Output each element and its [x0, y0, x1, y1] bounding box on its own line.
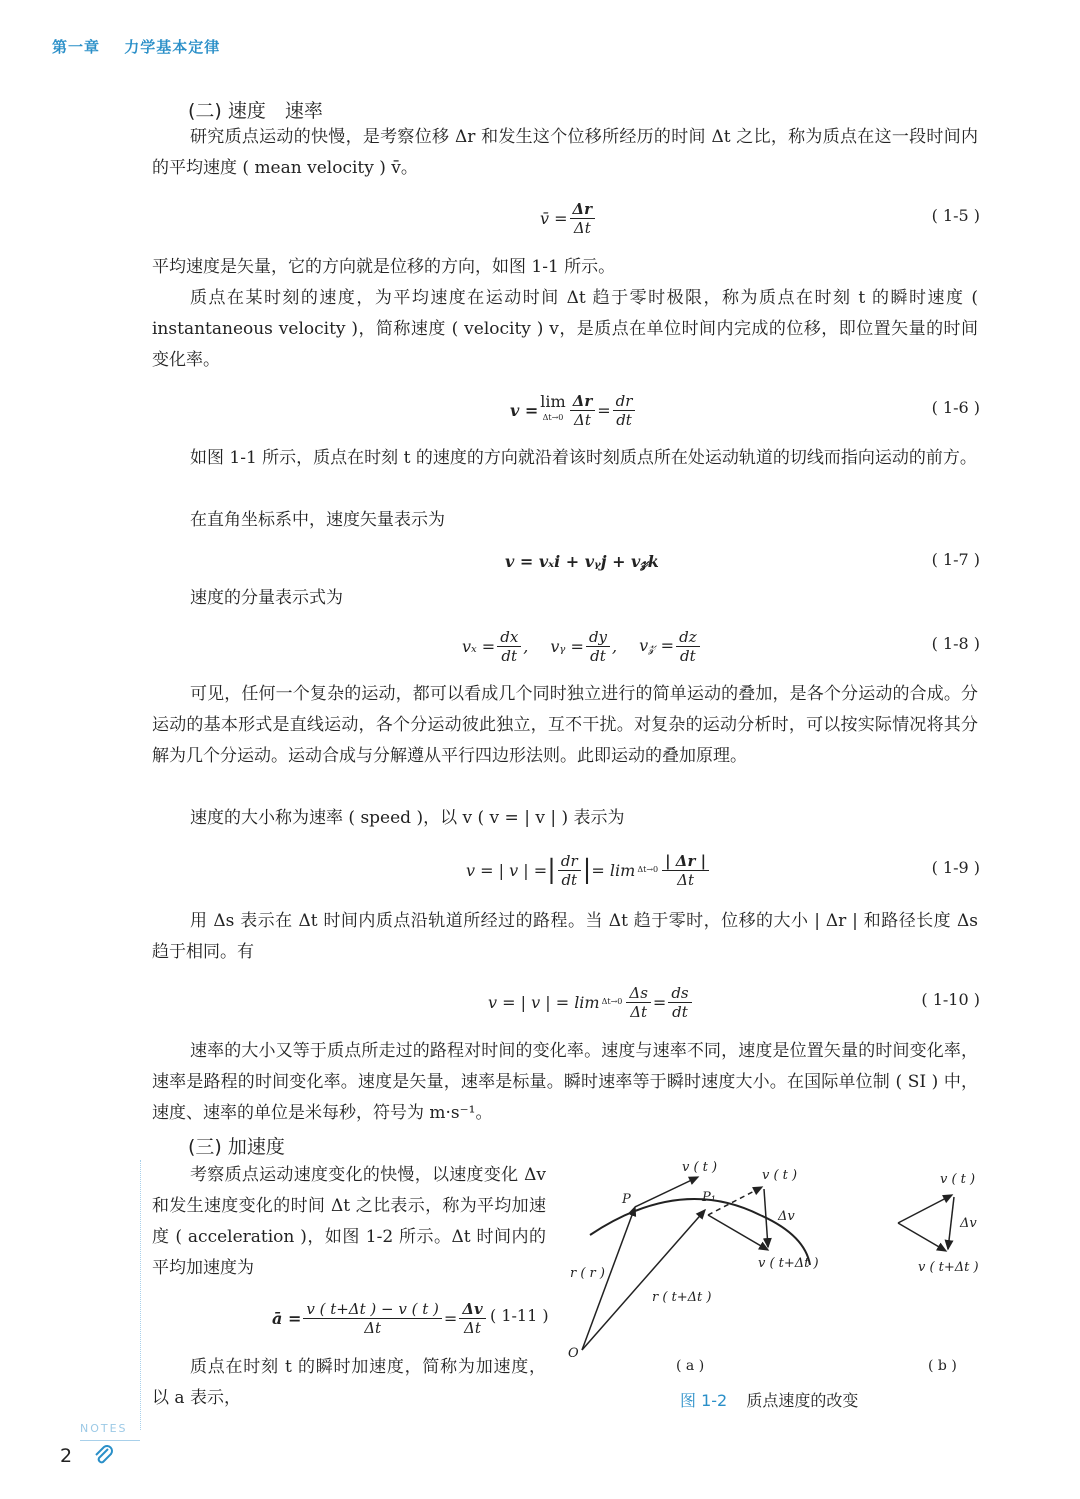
eq-part: vᵧ =	[550, 636, 584, 656]
paragraph: 速率的大小又等于质点所走过的路程对时间的变化率。速度与速率不同，速度是位置矢量的时间变化率，速率是路程的时间变化率。速度是矢量，速率是标量。瞬时速率等于瞬时速度大小。在国际单位制 ( SI ) 中，速度、速率的单位是米每秒，符号为 m·s⁻¹。	[152, 1041, 978, 1123]
label-vt1: v ( t )	[682, 1160, 718, 1175]
equation-1-10: v = | v | = lim Δt→0 $\frac{\Delta s}{\Delta t}$ = $\frac{ds}{dt}$ ( 1-10 )	[488, 983, 980, 1021]
b-delta-v	[948, 1197, 954, 1249]
eq-den: Δt	[677, 870, 695, 889]
eq-num: ds	[668, 984, 691, 1003]
subfigure-b-label: ( b )	[928, 1358, 957, 1374]
equation-1-11: ā = $\frac{v ( t+\Delta t ) - v ( t )}{\Delta t}$ = $\frac{\Delta v}{\Delta t}$ ( 1-11 )	[272, 1299, 549, 1337]
eq-lhs: v = | v | =	[466, 860, 548, 880]
eq-num: dr	[558, 852, 581, 871]
eq-num: Δv	[459, 1300, 485, 1319]
equation-number: ( 1-9 )	[931, 858, 980, 877]
figure-1-2-diagram	[560, 1155, 990, 1375]
lim-sub: Δt→0	[637, 865, 659, 874]
paragraph: 在直角坐标系中，速度矢量表示为	[190, 510, 445, 530]
eq-num: | Δr |	[662, 852, 709, 871]
label-dv: Δv	[778, 1209, 795, 1224]
eq-lhs: ā =	[272, 1308, 302, 1328]
eq-mid: = lim	[591, 860, 636, 880]
eq-num: Δr	[570, 392, 596, 411]
subfigure-a-label: ( a )	[676, 1358, 705, 1374]
paragraph: 速度的大小称为速率 ( speed )，以 v ( v = | v | ) 表示为	[190, 808, 625, 828]
equation-1-7	[0, 540, 1080, 584]
section-heading-acceleration: (三) 加速度	[188, 1136, 285, 1158]
label-P1: P₁	[702, 1190, 716, 1205]
label-b-dv: Δv	[960, 1216, 977, 1231]
paragraph: 如图 1-1 所示，质点在时刻 t 的速度的方向就沿着该时刻质点所在处运动轨道的切线而指向运动的前方。	[190, 448, 977, 468]
b-velocity-vtdt	[898, 1223, 946, 1251]
eq-den: Δt	[630, 1002, 648, 1021]
figure-caption-label: 图 1-2	[680, 1391, 728, 1410]
eq-den: Δt	[574, 410, 591, 429]
eq-den: dt	[672, 1002, 688, 1021]
label-b-vt: v ( t )	[940, 1172, 976, 1187]
eq-expr: v = vₓi + vᵧj + v𝓏k	[505, 552, 659, 571]
chapter-number: 第一章	[52, 38, 101, 56]
label-rr: r ( r )	[570, 1266, 605, 1281]
label-vtdt: v ( t+Δt )	[758, 1256, 819, 1271]
paperclip-icon	[92, 1444, 116, 1468]
notes-label: NOTES	[80, 1422, 128, 1435]
label-b-vtdt: v ( t+Δt )	[918, 1260, 979, 1275]
equation-number: ( 1-8 )	[931, 634, 980, 653]
b-velocity-vt	[898, 1195, 952, 1223]
eq-lhs: v =	[510, 400, 539, 420]
chapter-title: 力学基本定律	[124, 38, 221, 56]
eq-den: dt	[590, 646, 606, 665]
label-P: P	[622, 1192, 631, 1207]
equation-1-8: vₓ = $\frac{dx}{dt}$ , vᵧ = $\frac{dy}{dt}$ , v𝓏 = $\frac{dz}{dt}$ ( 1-8 )	[462, 627, 980, 665]
equation-number: ( 1-6 )	[931, 398, 980, 417]
paragraph: 速度的分量表示式为	[190, 588, 343, 608]
eq-num: dr	[613, 392, 636, 411]
equation-number: ( 1-7 )	[931, 550, 980, 569]
paragraph: 考察质点运动速度变化的快慢，以速度变化 Δv 和发生速度变化的时间 Δt 之比表示，称为平均加速度 ( acceleration )，如图 1-2 所示。Δt 时间内的平均加速度为	[152, 1165, 546, 1278]
equation-1-6: v = lim Δt→0 $\frac{\Delta r}{\Delta t}$ = $\frac{dr}{dt}$ ( 1-6 )	[510, 391, 980, 429]
eq-den: dt	[561, 870, 578, 889]
eq-part: v𝓏 =	[639, 636, 675, 655]
eq-den: Δt	[364, 1318, 382, 1337]
paragraph: 用 Δs 表示在 Δt 时间内质点沿轨道所经过的路程。当 Δt 趋于零时，位移的大小 | Δr | 和路径长度 Δs 趋于相同。有	[152, 911, 978, 962]
section-heading-velocity: (二) 速度 速率	[188, 100, 323, 122]
label-rtdt: r ( t+Δt )	[652, 1290, 712, 1305]
page-number: 2	[60, 1445, 73, 1467]
label-O: O	[568, 1346, 579, 1361]
equation-number: ( 1-10 )	[921, 990, 980, 1009]
notes-rule	[80, 1440, 140, 1441]
label-vt2: v ( t )	[762, 1168, 798, 1183]
eq-num: dy	[586, 628, 610, 647]
running-header	[52, 36, 238, 57]
eq-lhs: v̄ =	[540, 208, 568, 228]
equation-1-5	[0, 196, 1080, 240]
figure-caption-text: 质点速度的改变	[746, 1391, 859, 1410]
paragraph: 研究质点运动的快慢，是考察位移 Δr 和发生这个位移所经历的时间 Δt 之比，称为质点在这一段时间内的平均速度 ( mean velocity ) v̄。	[152, 127, 979, 178]
eq-den: Δt	[573, 218, 591, 237]
equation-number: ( 1-11 )	[490, 1306, 549, 1325]
eq-den: Δt	[464, 1318, 481, 1337]
figure-caption	[680, 1388, 858, 1411]
eq-num: dx	[497, 628, 521, 647]
eq-num: Δr	[570, 200, 596, 219]
eq-num: Δs	[626, 984, 651, 1003]
eq-part: vₓ =	[462, 636, 496, 656]
eq-num: v ( t+Δt ) − v ( t )	[303, 1300, 442, 1319]
margin-rule	[140, 1160, 142, 1430]
velocity-vector-vtdt	[708, 1215, 768, 1250]
paragraph: 可见，任何一个复杂的运动，都可以看成几个同时独立进行的简单运动的叠加，是各个分运动的合成。分运动的基本形式是直线运动，各个分运动彼此独立，互不干扰。对复杂的运动分析时，可以按实际情况将其分解为几个分运动。运动合成与分解遵从平行四边形法则。此即运动的叠加原理。	[152, 684, 978, 766]
paragraph: 质点在某时刻的速度，为平均速度在运动时间 Δt 趋于零时极限，称为质点在时刻 t 的瞬时速度 ( instantaneous velocity )，简称速度 ( velocity ) v，是质点在单位时间内完成的位移，即位置矢量的时间变化率。	[152, 288, 978, 370]
equation-number: ( 1-5 )	[931, 206, 980, 225]
paragraph: 质点在时刻 t 的瞬时加速度，简称为加速度，以 a 表示，	[152, 1357, 546, 1408]
eq-den: dt	[680, 646, 696, 665]
equation-1-9: v = | v | = | $\frac{dr}{dt}$ | = lim Δt→0 $\frac{| \Delta r |}{\Delta t}$ ( 1-9 )	[466, 851, 980, 889]
eq-den: dt	[501, 646, 518, 665]
paragraph: 平均速度是矢量，它的方向就是位移的方向，如图 1-1 所示。	[152, 257, 616, 277]
lim-text: lim	[540, 392, 566, 411]
eq-lhs: v = | v | = lim	[488, 992, 600, 1012]
lim-sub: Δt→0	[601, 997, 623, 1006]
eq-den: dt	[616, 410, 632, 429]
lim-sub: Δt→0	[542, 413, 564, 422]
eq-num: dz	[676, 628, 700, 647]
